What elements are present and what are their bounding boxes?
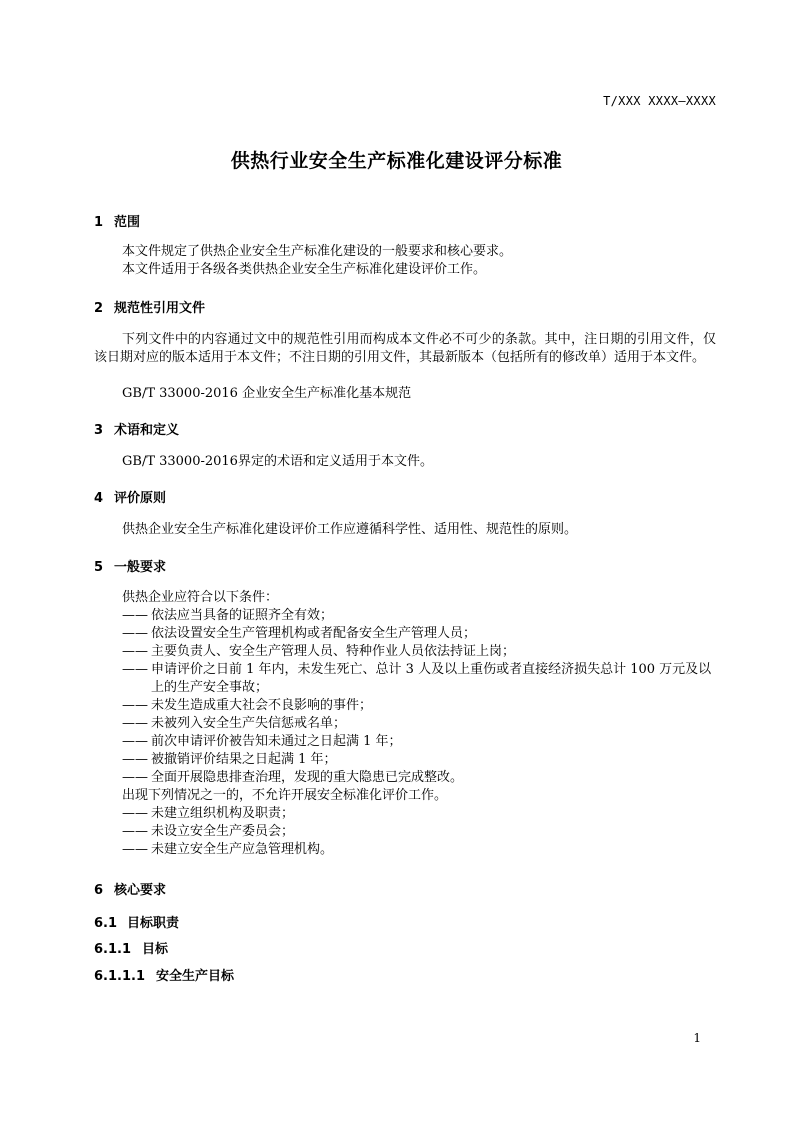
dash-marker: ——: [122, 806, 148, 821]
dash-marker: ——: [122, 716, 148, 731]
list-item-text: 未建立组织机构及职责；: [151, 806, 295, 821]
list-item: [122, 715, 716, 733]
list-item: [122, 823, 716, 841]
dash-marker: ——: [122, 626, 148, 641]
section-number: 1: [94, 215, 104, 230]
list-item: [122, 733, 716, 751]
dash-marker: ——: [122, 662, 148, 677]
section-1-paragraph-2: 本文件适用于各级各类供热企业安全生产标准化建设评价工作。: [122, 262, 487, 277]
dash-marker: ——: [122, 752, 148, 767]
list-item-text: 申请评价之日前 1 年内，未发生死亡、总计 3 人及以上重伤或者直接经济损失总计 100 万元及以上的生产安全事故；: [151, 662, 712, 695]
list-item-text: 依法应当具备的证照齐全有效；: [151, 608, 334, 623]
dash-marker: ——: [122, 824, 148, 839]
section-heading-6-1-1-1: [94, 965, 234, 984]
list-item-text: 依法设置安全生产管理机构或者配备安全生产管理人员；: [151, 626, 477, 641]
section-heading-4: [94, 487, 166, 506]
section-number: 2: [94, 301, 104, 316]
section-title: 术语和定义: [114, 423, 180, 438]
section-title: 目标: [142, 942, 169, 957]
list-item: [122, 841, 716, 859]
section-title: 范围: [114, 215, 141, 230]
section-2-paragraph-1: 下列文件中的内容通过文中的规范性引用而构成本文件必不可少的条款。其中，注日期的引用文件，仅该日期对应的版本适用于本文件；不注日期的引用文件，其最新版本（包括所有的修改单）适用于本文件。: [94, 332, 716, 365]
section-number: 6.1.1: [94, 942, 132, 957]
section-5-intro: 供热企业应符合以下条件：: [122, 590, 279, 605]
section-4-paragraph-1: 供热企业安全生产标准化建设评价工作应遵循科学性、适用性、规范性的原则。: [122, 522, 578, 537]
dash-marker: ——: [122, 644, 148, 659]
section-title: 一般要求: [114, 560, 167, 575]
section-heading-6-1: [94, 912, 179, 931]
section-number: 6.1.1.1: [94, 969, 145, 984]
section-heading-6-1-1: [94, 938, 168, 957]
list-item-text: 未被列入安全生产失信惩戒名单；: [151, 716, 347, 731]
list-item: [122, 661, 716, 697]
list-item-text: 未建立安全生产应急管理机构。: [151, 842, 334, 857]
section-heading-2: [94, 297, 205, 316]
list-item-text: 全面开展隐患排查治理，发现的重大隐患已完成整改。: [151, 770, 464, 785]
section-title: 目标职责: [127, 916, 180, 931]
section-title: 评价原则: [114, 491, 167, 506]
section-number: 5: [94, 560, 104, 575]
document-number: T/XXX XXXX—XXXX: [603, 94, 716, 108]
section-number: 3: [94, 423, 104, 438]
list-item: [122, 643, 716, 661]
section-title: 核心要求: [114, 883, 167, 898]
section-heading-3: [94, 419, 179, 438]
section-heading-5: [94, 556, 166, 575]
list-item-text: 未设立安全生产委员会；: [151, 824, 295, 839]
dash-marker: ——: [122, 734, 148, 749]
section-3-paragraph-1: GB/T 33000-2016界定的术语和定义适用于本文件。: [122, 454, 433, 469]
conditions-list: [122, 607, 716, 859]
section-heading-6: [94, 879, 166, 898]
document-title: 供热行业安全生产标准化建设评分标准: [230, 150, 563, 172]
section-1-paragraph-1: 本文件规定了供热企业安全生产标准化建设的一般要求和核心要求。: [122, 244, 513, 259]
section-number: 6: [94, 883, 104, 898]
dash-marker: ——: [122, 608, 148, 623]
section-number: 6.1: [94, 916, 118, 931]
section-title: 规范性引用文件: [114, 301, 206, 316]
section-2-reference: GB/T 33000-2016 企业安全生产标准化基本规范: [122, 386, 412, 401]
list-item: [122, 805, 716, 823]
page-number: 1: [693, 1031, 701, 1045]
dash-marker: ——: [122, 770, 148, 785]
section-5-intro-2: 出现下列情况之一的，不允许开展安全标准化评价工作。: [122, 788, 448, 803]
section-title: 安全生产目标: [156, 969, 235, 984]
list-item-text: 主要负责人、安全生产管理人员、特种作业人员依法持证上岗；: [151, 644, 516, 659]
section-number: 4: [94, 491, 104, 506]
dash-marker: ——: [122, 698, 148, 713]
list-item: [122, 607, 716, 625]
section-heading-1: [94, 211, 140, 230]
dash-marker: ——: [122, 842, 148, 857]
list-item: [122, 697, 716, 715]
list-item: [122, 769, 716, 787]
list-item-text: 未发生造成重大社会不良影响的事件；: [151, 698, 373, 713]
list-item: [122, 625, 716, 643]
list-item-text: 被撤销评价结果之日起满 1 年；: [151, 752, 337, 767]
list-item: [122, 751, 716, 769]
list-item-text: 前次申请评价被告知未通过之日起满 1 年；: [151, 734, 402, 749]
